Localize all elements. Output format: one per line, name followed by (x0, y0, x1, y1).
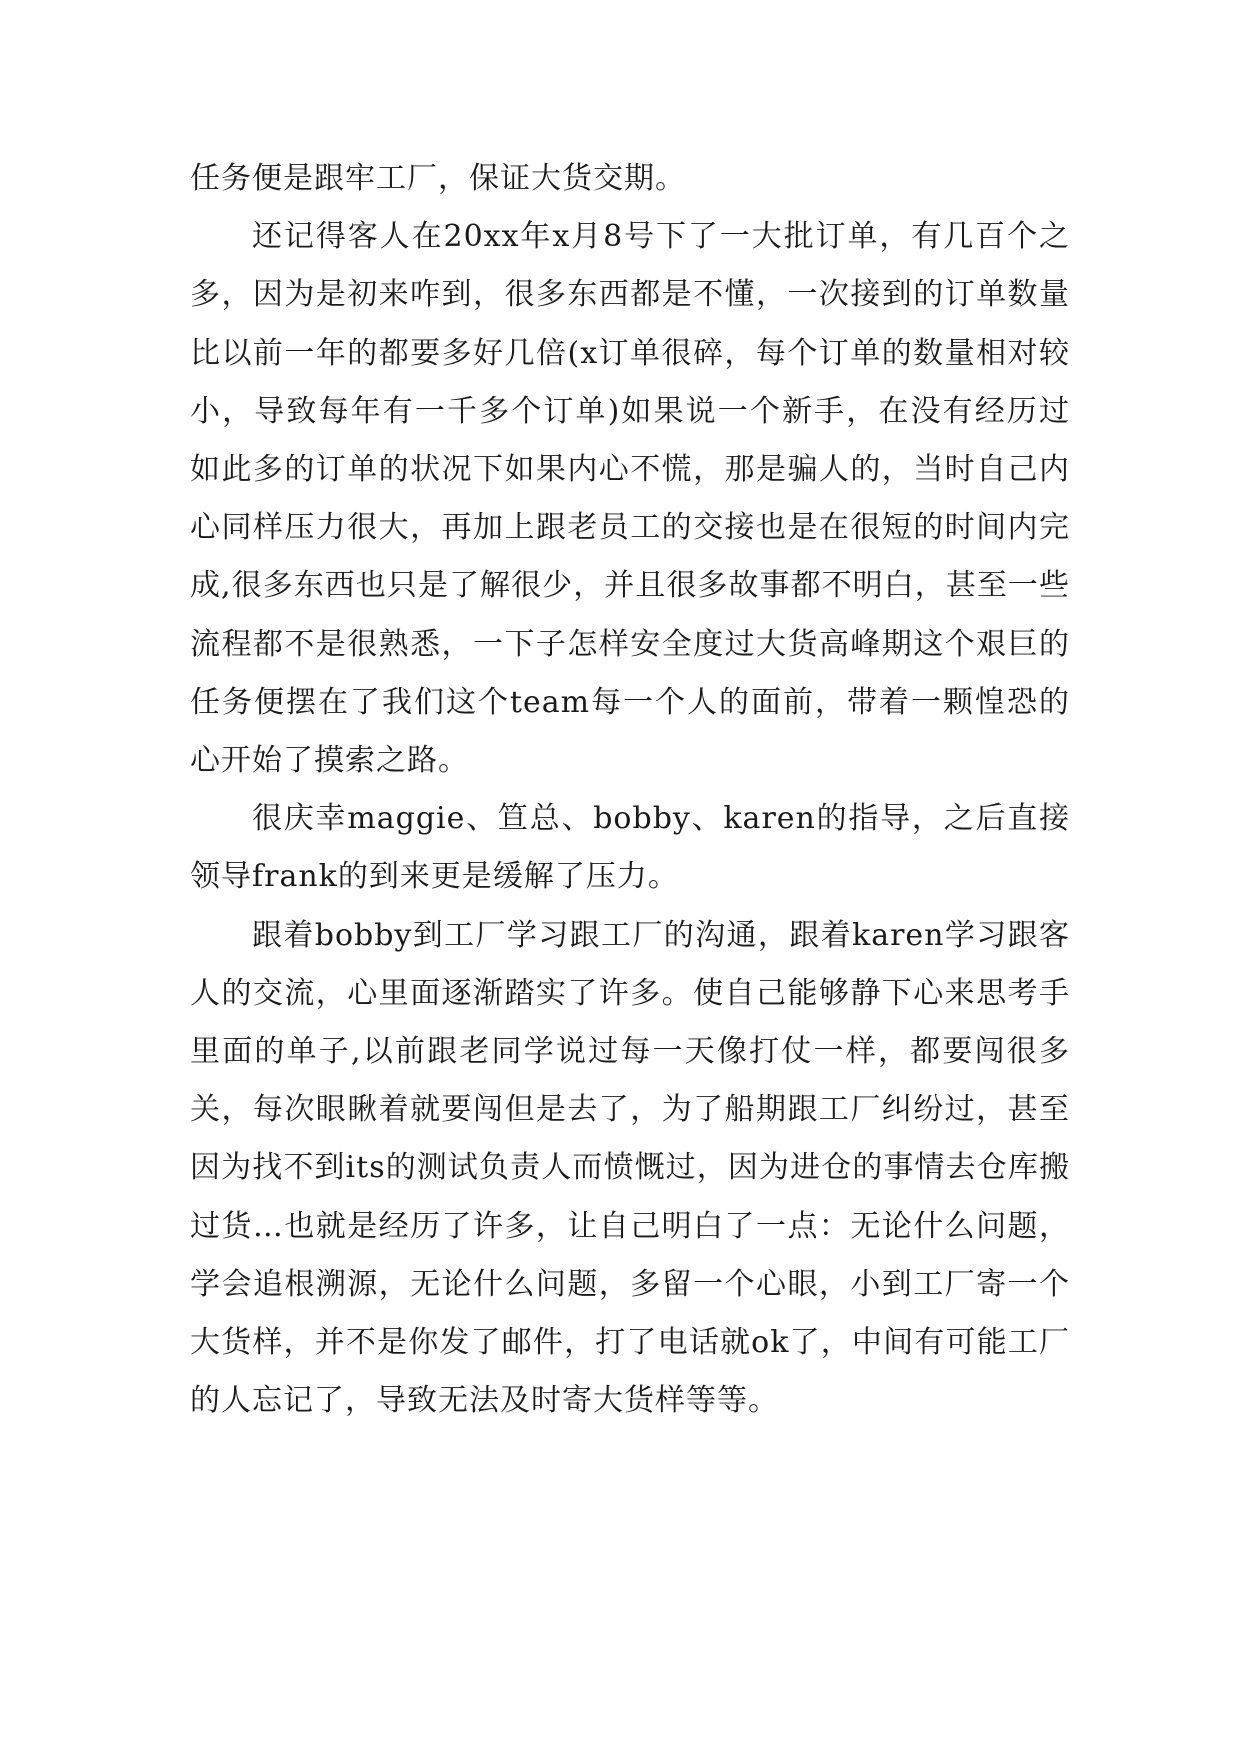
document-body (190, 150, 1070, 1430)
paragraph-thanks: 很庆幸maggie、笪总、bobby、karen的指导，之后直接领导frank的到来更是缓解了压力。 (190, 801, 1070, 895)
paragraph-orders: 还记得客人在20xx年x月8号下了一大批订单，有几百个之多，因为是初来咋到，很多东西都是不懂，一次接到的订单数量比以前一年的都要多好几倍(x订单很碎，每个订单的数量相对较小，导致每年有一千多个订单)如果说一个新手，在没有经历过如此多的订单的状况下如果内心不慌，那是骗人的，当时自己内心同样压力很大，再加上跟老员工的交接也是在很短的时间内完成,很多东西也只是了解很少，并且很多故事都不明白，甚至一些流程都不是很熟悉，一下子怎样安全度过大货高峰期这个艰巨的任务便摆在了我们这个team每一个人的面前，带着一颗惶恐的心开始了摸索之路。 (190, 219, 1070, 779)
paragraph-continuation: 任务便是跟牢工厂，保证大货交期。 (190, 161, 686, 196)
paragraph-learning: 跟着bobby到工厂学习跟工厂的沟通，跟着karen学习跟客人的交流，心里面逐渐踏实了许多。使自己能够静下心来思考手里面的单子,以前跟老同学说过每一天像打仗一样，都要闯很多关，每次眼瞅着就要闯但是去了，为了船期跟工厂纠纷过，甚至因为找不到its的测试负责人而愤慨过，因为进仓的事情去仓库搬过货…也就是经历了许多，让自己明白了一点：无论什么问题，学会追根溯源，无论什么问题，多留一个心眼，小到工厂寄一个大货样，并不是你发了邮件，打了电话就ok了，中间有可能工厂的人忘记了，导致无法及时寄大货样等等。 (190, 917, 1070, 1419)
